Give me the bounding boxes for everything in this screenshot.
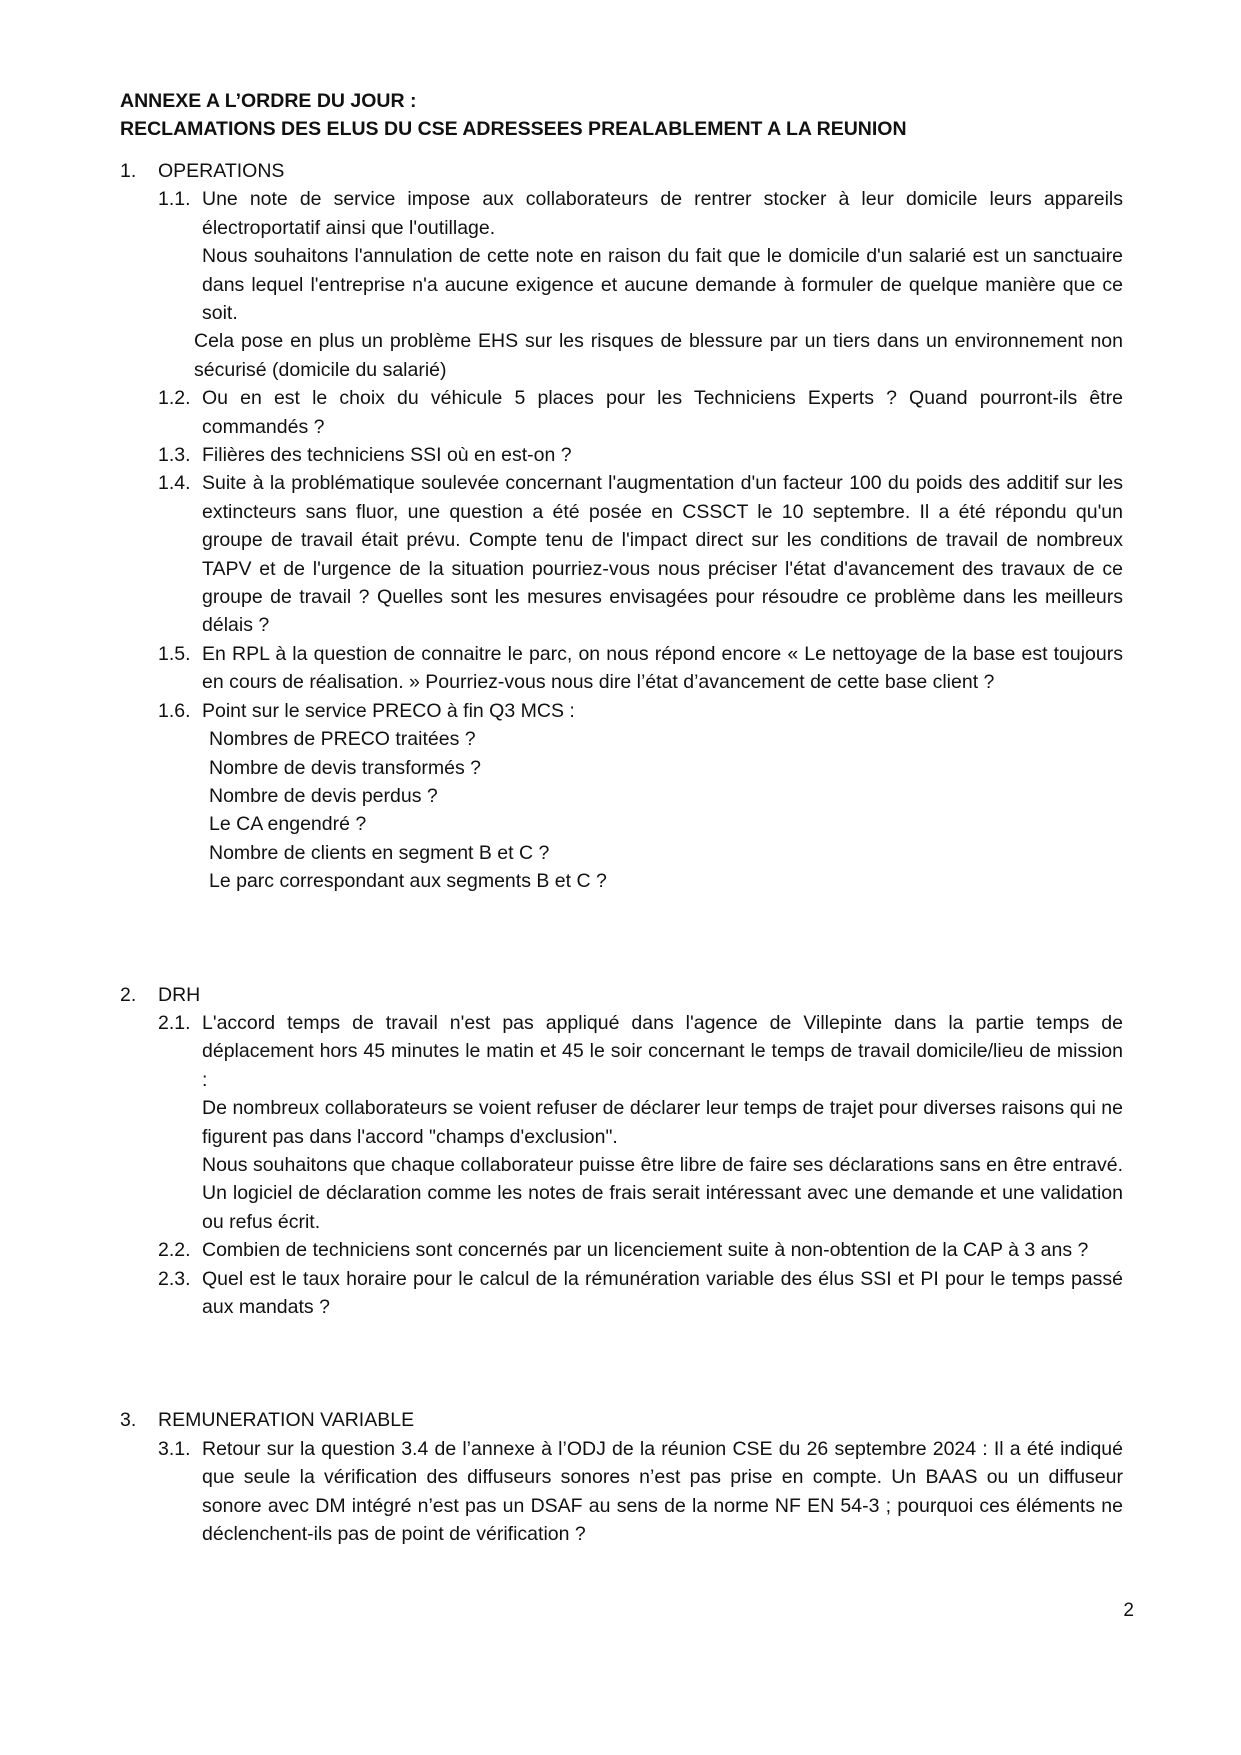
section-label: DRH bbox=[158, 983, 201, 1006]
item-number: 2.3. bbox=[158, 1267, 191, 1290]
item-number: 3.1. bbox=[158, 1437, 191, 1460]
section-number: 2. bbox=[120, 983, 137, 1006]
section-operations bbox=[120, 157, 1123, 896]
item-number: 1.1. bbox=[158, 188, 191, 211]
list-item-1-3 bbox=[120, 441, 1123, 469]
item-paragraph: Combien de techniciens sont concernés par un licenciement suite à non-obtention de la CAP à 3 ans ? bbox=[202, 1239, 1089, 1262]
item-number: 1.3. bbox=[158, 444, 191, 467]
sub-question: Le parc correspondant aux segments B et C ? bbox=[209, 870, 607, 893]
item-paragraph: L'accord temps de travail n'est pas appliqué dans l'agence de Villepinte dans la partie temps de déplacement hors 45 minutes le matin et 45 le soir concernant le temps de travail domicile/lieu de mission : bbox=[202, 1011, 1123, 1091]
sub-question: Nombres de PRECO traitées ? bbox=[209, 728, 476, 751]
sub-question: Nombre de clients en segment B et C ? bbox=[209, 841, 550, 864]
section-drh bbox=[120, 981, 1123, 1322]
heading-line-1: ANNEXE A L’ORDRE DU JOUR : bbox=[120, 90, 417, 112]
item-number: 1.4. bbox=[158, 472, 191, 495]
list-item-2-2 bbox=[120, 1236, 1123, 1264]
section-label: REMUNERATION VARIABLE bbox=[158, 1409, 415, 1432]
item-paragraph: Retour sur la question 3.4 de l’annexe à l’ODJ de la réunion CSE du 26 septembre 2024 : Il a été indiqué que seule la vérification des diffuseurs sonores n’est pas prise en compte. Un BAAS ou un diffuseur sonore avec DM intégré n’est pas un DSAF au sens de la norme NF EN 54-3 ; pourquoi ces éléments ne déclenchent-ils pas de point de vérification ? bbox=[202, 1437, 1123, 1546]
section-title bbox=[120, 981, 1123, 1009]
item-number: 2.1. bbox=[158, 1011, 191, 1034]
sub-question: Nombre de devis perdus ? bbox=[209, 784, 438, 807]
item-paragraph: Filières des techniciens SSI où en est-on ? bbox=[202, 444, 572, 467]
item-paragraph: En RPL à la question de connaitre le parc, on nous répond encore « Le nettoyage de la base est toujours en cours de réalisation. » Pourriez-vous nous dire l’état d’avancement de cette base client ? bbox=[202, 642, 1123, 694]
section-number: 1. bbox=[120, 160, 137, 182]
list-item-2-3 bbox=[120, 1265, 1123, 1322]
sub-question: Nombre de devis transformés ? bbox=[209, 756, 482, 779]
item-paragraph: Une note de service impose aux collaborateurs de rentrer stocker à leur domicile leurs appareils électroportatif ainsi que l'outillage. bbox=[202, 188, 1123, 239]
list-item-1-6 bbox=[120, 697, 1123, 896]
section-title bbox=[120, 157, 1123, 185]
item-number: 1.6. bbox=[158, 699, 191, 722]
item-number: 1.2. bbox=[158, 387, 191, 410]
item-paragraph: Nous souhaitons l'annulation de cette note en raison du fait que le domicile d'un salarié est un sanctuaire dans lequel l'entreprise n'a aucune exigence et aucune demande à formuler de quelque manière que ce soit. bbox=[202, 245, 1123, 325]
document-page bbox=[120, 87, 1123, 1548]
sub-question: Le CA engendré ? bbox=[209, 813, 367, 836]
heading-line-2: RECLAMATIONS DES ELUS DU CSE ADRESSEES PREALABLEMENT A LA REUNION bbox=[120, 118, 907, 140]
item-paragraph: Cela pose en plus un problème EHS sur les risques de blessure par un tiers dans un environnement non sécurisé (domicile du salarié) bbox=[194, 330, 1123, 381]
list-item-1-1 bbox=[120, 185, 1123, 384]
page-number: 2 bbox=[1123, 1600, 1134, 1621]
item-number: 1.5. bbox=[158, 642, 191, 665]
section-number: 3. bbox=[120, 1409, 137, 1432]
list-item-1-2 bbox=[120, 384, 1123, 441]
list-item-1-4 bbox=[120, 469, 1123, 639]
item-paragraph: Quel est le taux horaire pour le calcul de la rémunération variable des élus SSI et PI pour le temps passé aux mandats ? bbox=[202, 1267, 1123, 1318]
item-paragraph: Nous souhaitons que chaque collaborateur puisse être libre de faire ses déclarations sans en être entravé. Un logiciel de déclaration comme les notes de frais serait intéressant avec une demande et une validation ou refus écrit. bbox=[202, 1153, 1123, 1233]
section-remuneration-variable bbox=[120, 1406, 1123, 1548]
item-paragraph: Point sur le service PRECO à fin Q3 MCS : bbox=[202, 699, 575, 722]
section-title bbox=[120, 1406, 1123, 1434]
document-heading bbox=[120, 87, 1123, 143]
item-paragraph: De nombreux collaborateurs se voient refuser de déclarer leur temps de trajet pour diverses raisons qui ne figurent pas dans l'accord "champs d'exclusion". bbox=[202, 1097, 1123, 1148]
item-number: 2.2. bbox=[158, 1239, 191, 1262]
list-item-3-1 bbox=[120, 1435, 1123, 1549]
item-paragraph: Ou en est le choix du véhicule 5 places pour les Techniciens Experts ? Quand pourront-ils être commandés ? bbox=[202, 387, 1123, 438]
section-label: OPERATIONS bbox=[158, 160, 285, 182]
item-paragraph: Suite à la problématique soulevée concernant l'augmentation d'un facteur 100 du poids des additif sur les extincteurs sans fluor, une question a été posée en CSSCT le 10 septembre. Il a été répondu qu'un groupe de travail était prévu. Compte tenu de l'impact direct sur les conditions de travail de nombreux TAPV et de l'urgence de la situation pourriez-vous nous préciser l'état d'avancement des travaux de ce groupe de travail ? Quelles sont les mesures envisagées pour résoudre ce problème dans les meilleurs délais ? bbox=[202, 472, 1123, 637]
list-item-1-5 bbox=[120, 640, 1123, 697]
list-item-2-1 bbox=[120, 1009, 1123, 1236]
